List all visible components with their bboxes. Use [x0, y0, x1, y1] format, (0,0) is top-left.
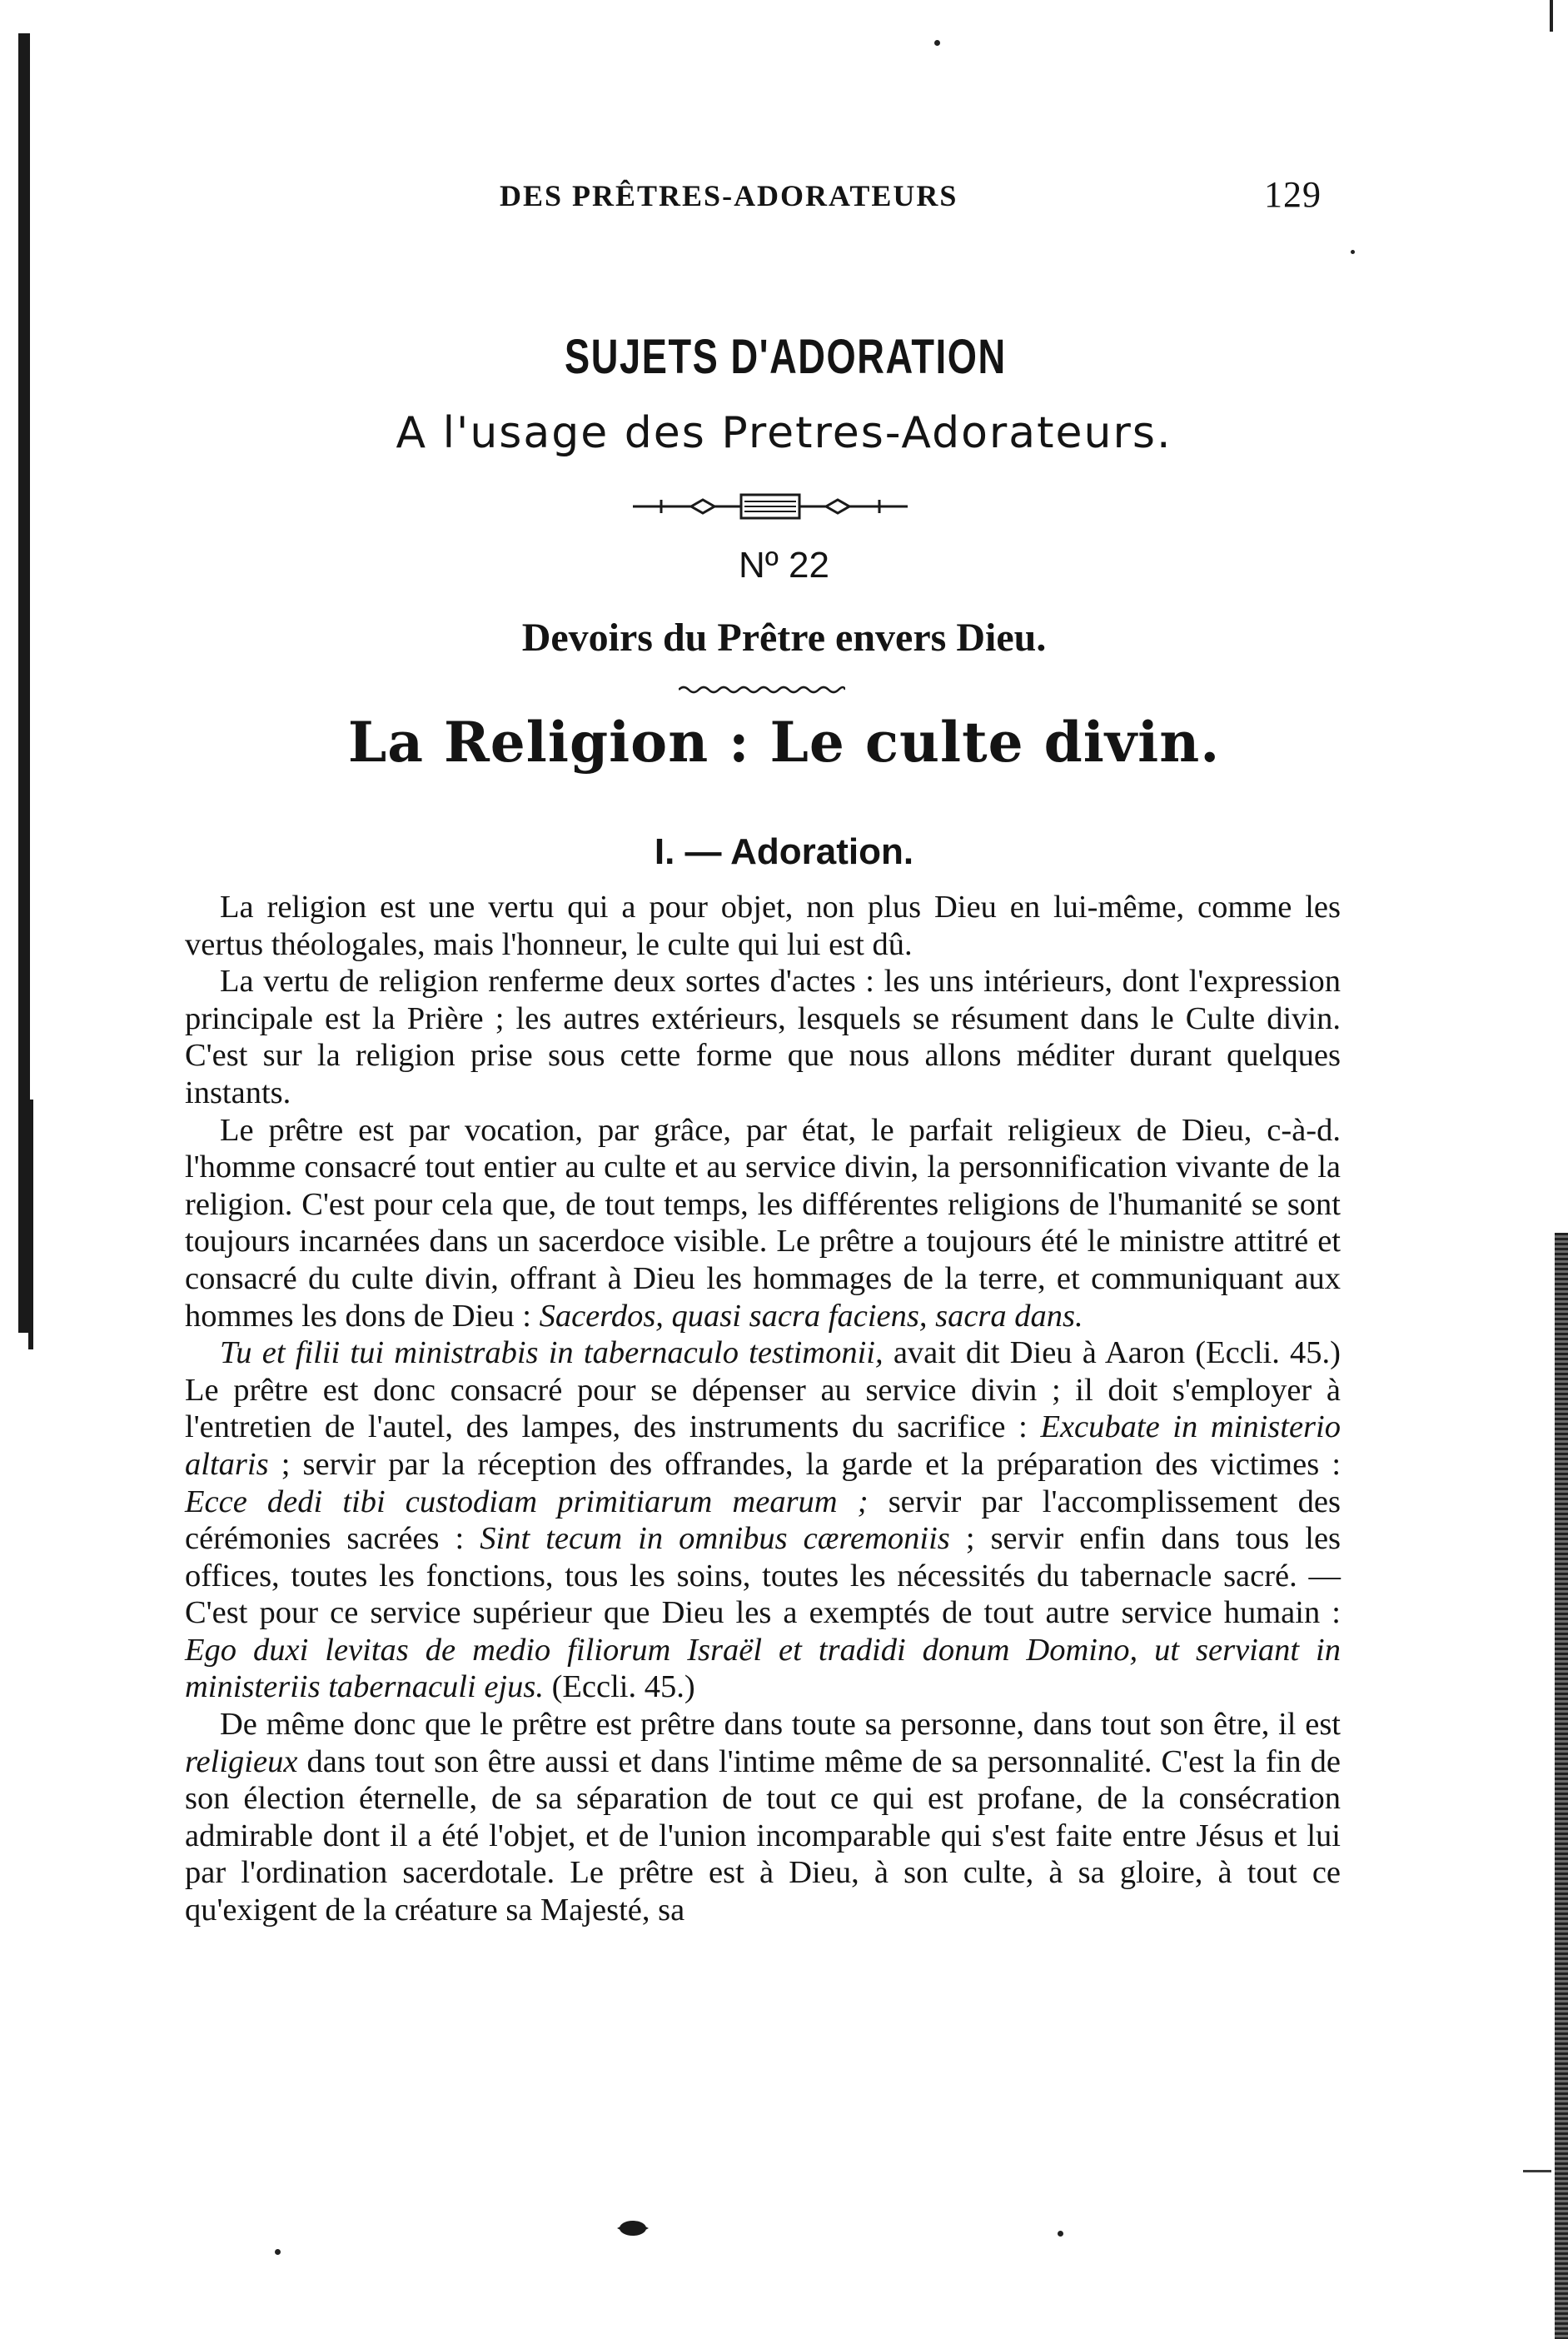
- bottom-ornament: [612, 2217, 654, 2239]
- paragraph: [185, 1334, 1341, 1706]
- paragraph-text: ; servir par la réception des offrandes, la garde et la préparation des victimes :: [281, 1446, 1342, 1482]
- citation: (Eccli. 45.): [551, 1669, 695, 1705]
- subject-number: Nº 22: [738, 545, 829, 586]
- ornament-divider: [633, 490, 908, 523]
- scan-mark: [1523, 2170, 1551, 2172]
- paragraph: [185, 1112, 1341, 1335]
- subject-topic: Devoirs du Prêtre envers Dieu.: [521, 616, 1047, 660]
- page-subtitle: A l'usage des Pretres-Adorateurs.: [396, 408, 1172, 458]
- latin-quote: Tu et filii tui ministrabis in tabernaculo testimonii,: [220, 1335, 884, 1371]
- running-head: DES PRÊTRES-ADORATEURS: [500, 179, 958, 212]
- paragraph-text: Le prêtre est par vocation, par grâce, par état, le parfait religieux de Dieu, c-à-d. l'homme consacré tout entier au culte et au service divin, la personnification vivante de la religion. C'est pour cela que, de tout temps, les différentes religions de l'humanité se sont toujours incarnées dans un sacerdoce visible. Le prêtre a toujours été le ministre attitré et consacré du culte divin, offrant à Dieu les hommages de la terre, et communiquant aux hommes les dons de Dieu :: [185, 1112, 1341, 1334]
- paragraph: [185, 1706, 1341, 1929]
- paragraph-text: servir par l'accomplissement des cérémonies sacrées :: [185, 1484, 1342, 1557]
- paragraph: La religion est une vertu qui a pour objet, non plus Dieu en lui-même, comme les vertus théologales, mais l'honneur, le culte qui lui est dû.: [185, 890, 1341, 962]
- page-title: SUJETS D'ADORATION: [565, 330, 1007, 384]
- section-heading: I. — Adoration.: [654, 831, 914, 872]
- paragraph: La vertu de religion renferme deux sortes d'actes : les uns intérieurs, dont l'expression principale est la Prière ; les autres extérieurs, lesquels se résument dans le Culte divin. C'est sur la religion prise sous cette forme que nous allons méditer durant quelques instants.: [185, 964, 1341, 1110]
- scan-speck: [1058, 2231, 1063, 2237]
- paragraph-text: De même donc que le prêtre est prêtre dans toute sa personne, dans tout son être, il est: [220, 1707, 1341, 1743]
- scan-speck: [275, 2249, 281, 2255]
- blackletter-title: La Religion : Le culte divin.: [347, 710, 1221, 775]
- emphasis: religieux: [185, 1743, 298, 1779]
- latin-quote: Sacerdos, quasi sacra faciens, sacra dans.: [539, 1298, 1083, 1334]
- paragraph-text: ; servir enfin dans tous les offices, toutes les fonctions, tous les soins, toutes les nécessités du tabernacle sacré. — C'est pour ce service supérieur que Dieu les a exemptés de tout autre service humain :: [185, 1521, 1342, 1631]
- scan-speck: [934, 40, 940, 46]
- latin-quote: Sint tecum in omnibus cæremoniis: [480, 1521, 950, 1557]
- body-text: [185, 889, 1341, 1929]
- scan-mark: [1550, 0, 1553, 32]
- scan-edge-left-mark: [28, 1100, 33, 1349]
- latin-quote: Excubate in ministerio altaris: [185, 1409, 1341, 1482]
- latin-quote: Ecce dedi tibi custodiam primitiarum mearum ;: [185, 1484, 869, 1519]
- scan-speck: [1351, 250, 1355, 254]
- paragraph-text: dans tout son être aussi et dans l'intime même de sa personnalité. C'est la fin de son élection éternelle, de sa séparation de tout ce qui est profane, de la consécration admirable dont il a été l'objet, et de l'union incomparable qui s'est faite entre Jésus et lui par l'ordination sacerdotale. Le prêtre est à Dieu, à son culte, à sa gloire, à tout ce qu'exigent de la créature sa Majesté, sa: [185, 1743, 1342, 1928]
- scan-edge-right: [1555, 1233, 1568, 2339]
- paragraph-text: avait dit Dieu à Aaron (Eccli. 45.) Le prêtre est donc consacré pour se dépenser au service divin ; il doit s'employer à l'entretien de l'autel, des lampes, des instruments du sacrifice :: [185, 1335, 1341, 1445]
- wavy-rule: [679, 683, 845, 696]
- page-number: 129: [1264, 174, 1322, 215]
- latin-quote: Ego duxi levitas de medio filiorum Israël et tradidi donum Domino, ut serviant in ministeriis tabernaculi ejus.: [185, 1632, 1341, 1705]
